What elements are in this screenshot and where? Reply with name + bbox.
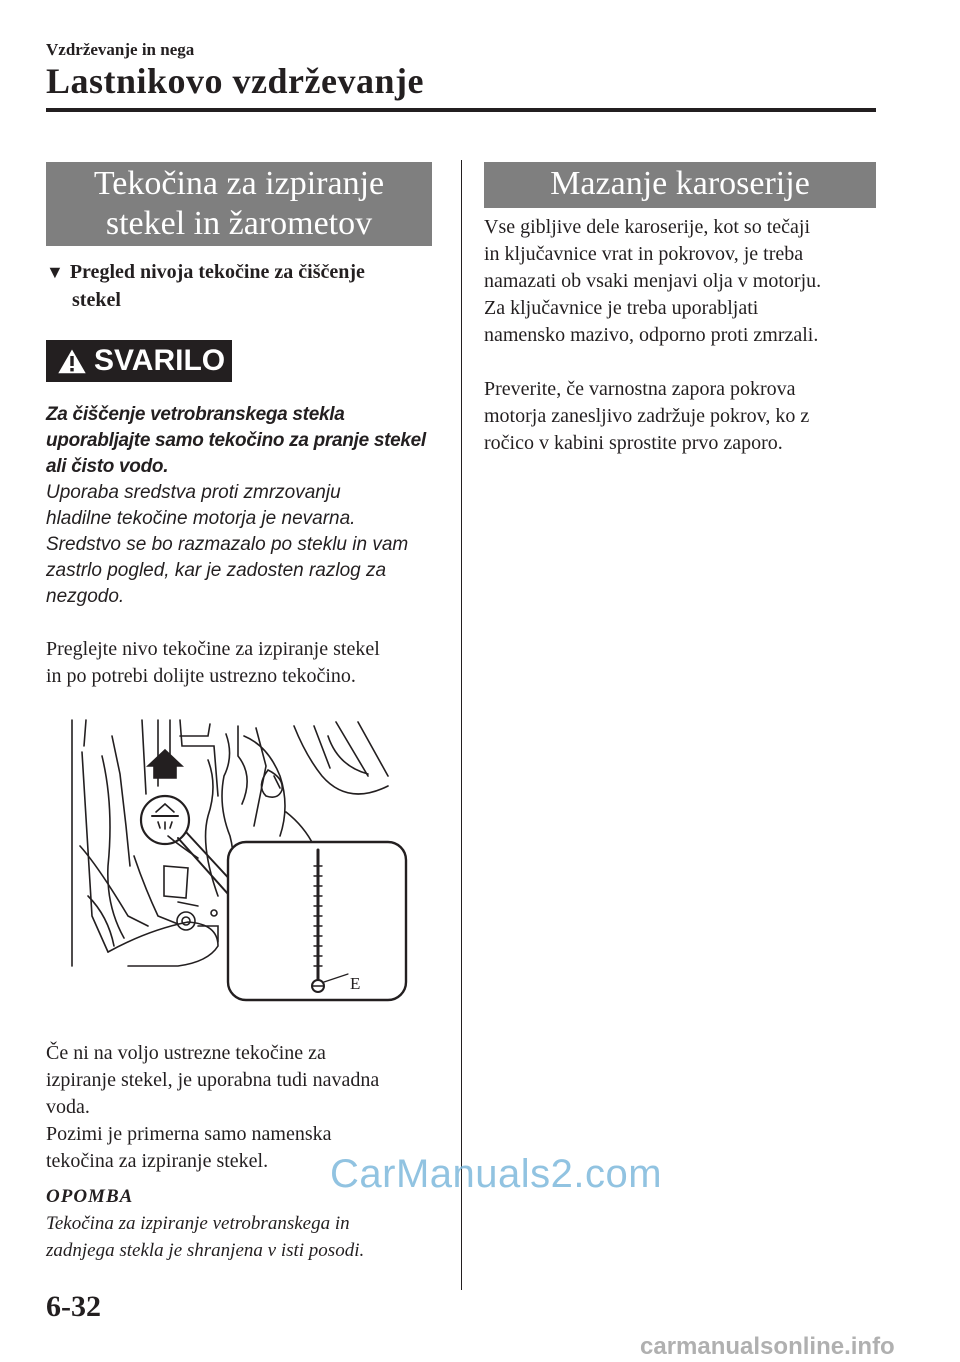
text-line: tekočina za izpiranje stekel. (46, 1150, 269, 1172)
section-banner-body-lubrication: Mazanje karoserije (484, 162, 876, 208)
text-line: in po potrebi dolijte ustrezno tekočino. (46, 665, 356, 687)
watermark-carmanuals: CarManuals2.com (330, 1152, 663, 1196)
column-divider (461, 160, 462, 1290)
text-line: Za ključavnice je treba uporabljati (484, 297, 759, 319)
paragraph-check-level (46, 636, 438, 690)
text-line: in ključavnice vrat in pokrovov, je treba (484, 243, 804, 265)
banner-line-2: stekel in žarometov (105, 205, 373, 242)
warning-bold-line: Za čiščenje vetrobranskega stekla (46, 404, 345, 425)
subhead-line-1: Pregled nivoja tekočine za čiščenje (69, 261, 365, 283)
text-line: Pozimi je primerna samo namenska (46, 1123, 332, 1145)
breadcrumb: Vzdrževanje in nega (46, 40, 195, 59)
paragraph-hood-latch (484, 376, 884, 457)
text-line: voda. (46, 1096, 90, 1118)
empty-mark-label: E (350, 974, 361, 993)
warning-line: zastrlo pogled, kar je zadosten razlog za (46, 560, 387, 581)
watermark-site: carmanualsonline.info (640, 1333, 895, 1360)
text-line: Preverite, če varnostna zapora pokrova (484, 378, 796, 400)
text-line: izpiranje stekel, je uporabna tudi navadna (46, 1069, 380, 1091)
text-line: namazati ob vsaki menjavi olja v motorju. (484, 270, 822, 292)
warning-line: Uporaba sredstva proti zmrzovanju (46, 482, 341, 503)
note-line: Tekočina za izpiranje vetrobranskega in (46, 1213, 350, 1234)
page-title: Lastnikovo vzdrževanje (46, 61, 424, 101)
note-text (46, 1210, 446, 1264)
warning-bold-line: ali čisto vodo. (46, 456, 169, 477)
triangle-bullet-icon: ▼ (46, 262, 64, 282)
text-line: namensko mazivo, odporno proti zmrzali. (484, 324, 819, 346)
subsection-heading (46, 258, 436, 314)
warning-line: nezgodo. (46, 586, 125, 607)
text-line: motorja zanesljivo zadržuje pokrov, ko z (484, 405, 810, 427)
text-line: ročico v kabini sprostite prvo zaporo. (484, 432, 783, 454)
warning-text (46, 402, 438, 610)
washer-reservoir-illustration (68, 716, 408, 1006)
text-line: Vse gibljive dele karoserije, kot so tečaji (484, 216, 811, 238)
note-line: zadnjega stekla je shranjena v isti posodi. (46, 1240, 365, 1261)
warning-line: Sredstvo se bo razmazalo po steklu in vam (46, 534, 409, 555)
banner-line-1: Tekočina za izpiranje (93, 165, 385, 202)
page-number: 6-32 (46, 1290, 101, 1323)
warning-triangle-icon (56, 347, 88, 375)
subhead-line-2: stekel (72, 289, 121, 311)
warning-line: hladilne tekočine motorja je nevarna. (46, 508, 356, 529)
warning-badge (46, 340, 232, 382)
text-line: Preglejte nivo tekočine za izpiranje stekel (46, 638, 380, 660)
warning-bold-line: uporabljajte samo tekočino za pranje stekel (46, 430, 426, 451)
paragraph-lubrication (484, 214, 884, 349)
warning-label: SVARILO (94, 344, 226, 377)
note-heading: OPOMBA (46, 1186, 134, 1207)
header-rule (46, 108, 876, 112)
section-banner-washer-fluid (46, 162, 432, 246)
text-line: Če ni na voljo ustrezne tekočine za (46, 1042, 326, 1064)
